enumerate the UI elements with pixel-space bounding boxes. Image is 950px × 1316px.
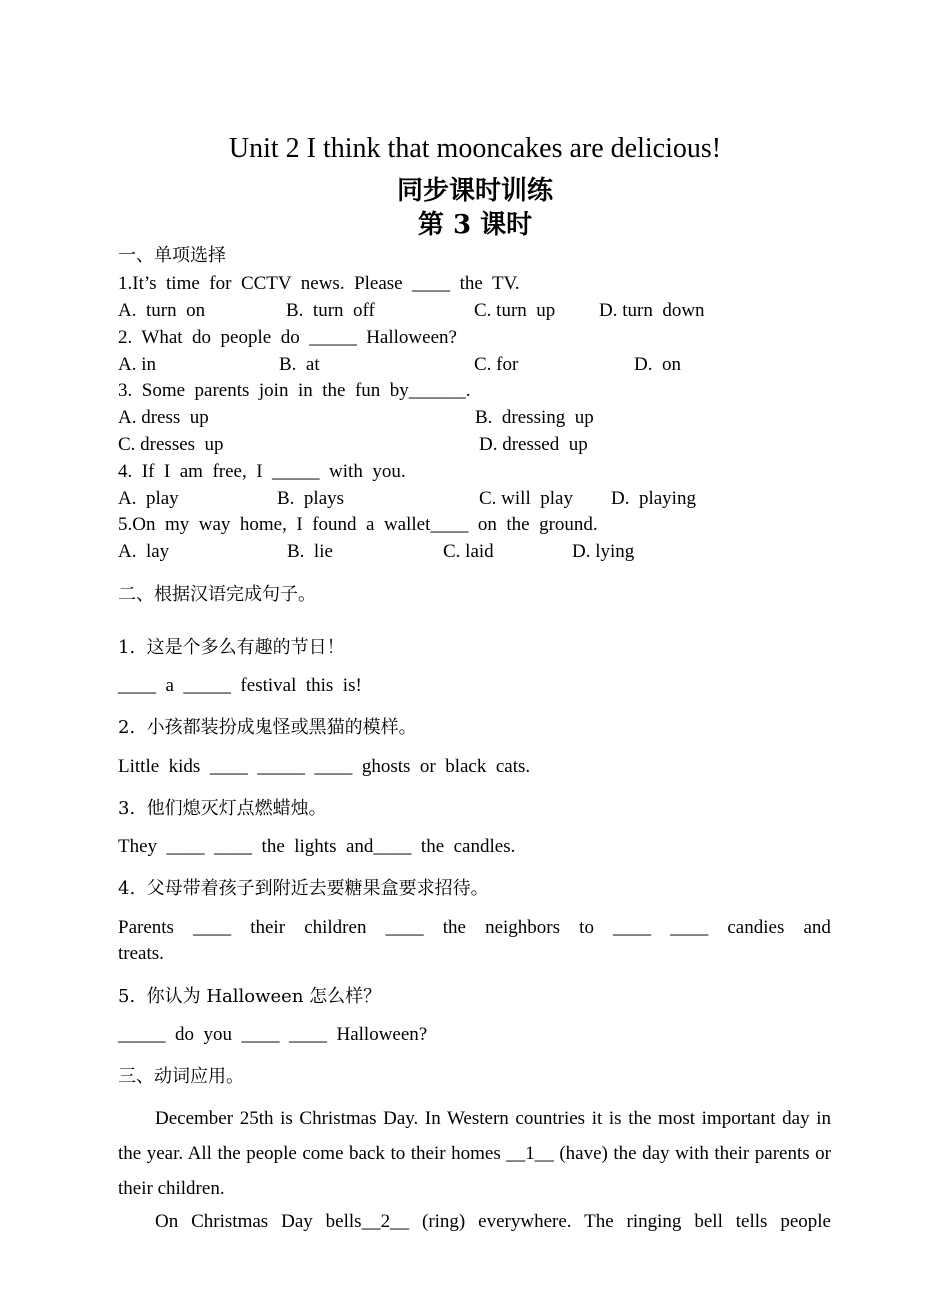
question-5-option-d: D. lying bbox=[572, 541, 635, 562]
question-1-stem: 1.It’s time for CCTV news. Please ____ the TV. bbox=[118, 273, 520, 294]
question-1-option-c: C. turn up bbox=[474, 300, 556, 321]
translation-5-chinese: 5. 你认为 Halloween 怎么样？ bbox=[118, 986, 382, 1007]
question-2-option-c: C. for bbox=[474, 354, 519, 375]
question-5-option-c: C. laid bbox=[443, 541, 494, 562]
question-2-option-d: D. on bbox=[634, 354, 681, 375]
sentence-word: their bbox=[250, 917, 286, 938]
question-2-stem: 2. What do people do _____ Halloween? bbox=[118, 327, 457, 348]
translation-2-english: Little kids ____ _____ ____ ghosts or black cats. bbox=[118, 756, 531, 777]
sentence-word: the bbox=[442, 917, 466, 938]
paragraph-1-text: December 25th is Christmas Day. In Western countries it is the most important day in the year. All the people come back to their homes __1__ (have) the day with their parents or their children. bbox=[118, 1108, 831, 1199]
translation-3-chinese: 3. 他们熄灭灯点燃蜡烛。 bbox=[118, 798, 327, 819]
translation-4-chinese: 4. 父母带着孩子到附近去要糖果盒要求招待。 bbox=[118, 878, 489, 899]
section3-heading: 三、动词应用。 bbox=[118, 1066, 244, 1087]
lesson-number: 第 3 课时 bbox=[417, 210, 533, 240]
sentence-word: candies bbox=[727, 917, 785, 938]
translation-4-english bbox=[118, 916, 831, 940]
question-3-option-c: C. dresses up bbox=[118, 434, 224, 455]
question-1-option-b: B. turn off bbox=[286, 300, 375, 321]
question-4-option-c: C. will play bbox=[479, 488, 573, 509]
question-5-stem: 5.On my way home, I found a wallet____ on the ground. bbox=[118, 514, 598, 535]
question-4-option-b: B. plays bbox=[277, 488, 345, 509]
translation-5-english: _____ do you ____ ____ Halloween? bbox=[118, 1024, 428, 1045]
question-1-option-a: A. turn on bbox=[118, 300, 206, 321]
question-2-option-a: A. in bbox=[118, 354, 156, 375]
question-1-option-d: D. turn down bbox=[599, 300, 705, 321]
section2-heading: 二、根据汉语完成句子。 bbox=[118, 584, 316, 605]
question-3-option-a: A. dress up bbox=[118, 407, 209, 428]
reading-paragraph-1 bbox=[118, 1101, 831, 1206]
question-5-option-b: B. lie bbox=[287, 541, 333, 562]
question-5-option-a: A. lay bbox=[118, 541, 170, 562]
answer-blank: ____ bbox=[385, 917, 424, 938]
paragraph-2-text: On Christmas Day bells__2__ (ring) everywhere. The ringing bell tells people bbox=[155, 1211, 831, 1232]
answer-blank: ____ bbox=[193, 917, 232, 938]
sentence-word: Parents bbox=[118, 917, 174, 938]
sentence-word: and bbox=[803, 917, 831, 938]
question-3-option-d: D. dressed up bbox=[479, 434, 588, 455]
question-4-option-a: A. play bbox=[118, 488, 179, 509]
question-4-stem: 4. If I am free, I _____ with you. bbox=[118, 461, 406, 482]
answer-blank: ____ bbox=[670, 917, 709, 938]
translation-2-chinese: 2. 小孩都装扮成鬼怪或黑猫的模样。 bbox=[118, 717, 417, 738]
sentence-word: neighbors bbox=[485, 917, 561, 938]
translation-3-english: They ____ ____ the lights and____ the candles. bbox=[118, 836, 516, 857]
question-4-option-d: D. playing bbox=[611, 488, 696, 509]
question-2-option-b: B. at bbox=[279, 354, 320, 375]
worksheet-subtitle: 同步课时训练 bbox=[396, 176, 553, 206]
translation-1-english: ____ a _____ festival this is! bbox=[118, 675, 362, 696]
reading-paragraph-2 bbox=[118, 1204, 831, 1239]
question-3-stem: 3. Some parents join in the fun by______. bbox=[118, 380, 471, 401]
answer-blank: ____ bbox=[613, 917, 652, 938]
translation-1-chinese: 1. 这是个多么有趣的节日！ bbox=[118, 637, 345, 658]
sentence-word: to bbox=[579, 917, 594, 938]
section1-heading: 一、单项选择 bbox=[118, 245, 226, 266]
translation-4-english-continued: treats. bbox=[118, 943, 164, 964]
sentence-word: children bbox=[304, 917, 367, 938]
question-3-option-b: B. dressing up bbox=[475, 407, 594, 428]
worksheet-title: Unit 2 I think that mooncakes are delicious! bbox=[228, 133, 722, 164]
